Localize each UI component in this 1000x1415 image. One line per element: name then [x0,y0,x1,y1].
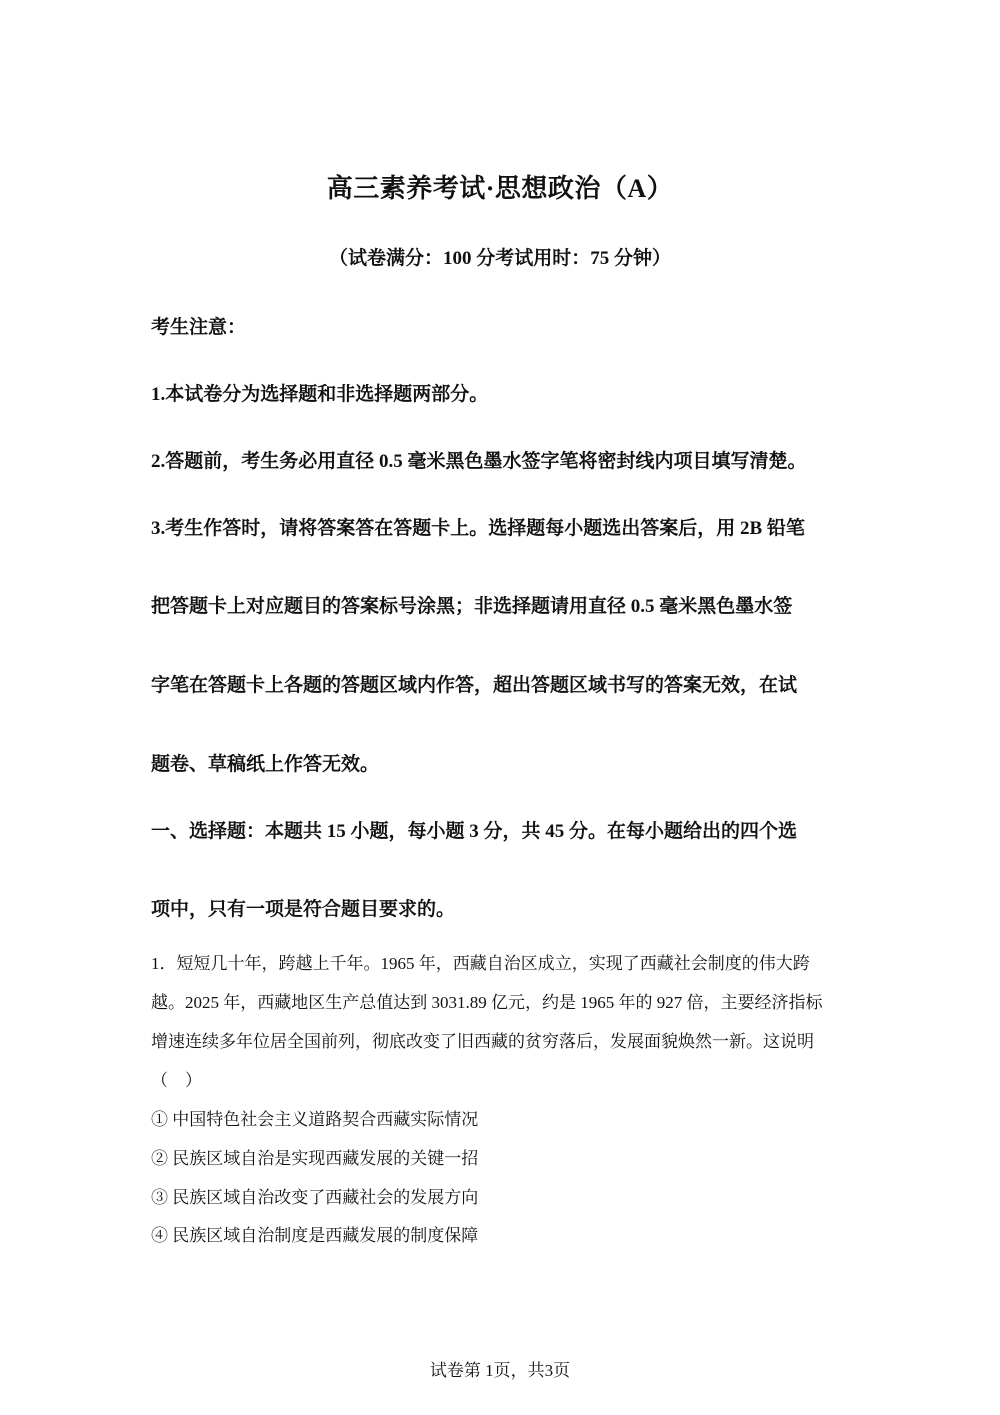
notice-item-3-line-1: 3.考生作答时，请将答案答在答题卡上。选择题每小题选出答案后，用 2B 铅笔 [151,518,805,539]
exam-subtitle: （试卷满分：100 分考试用时：75 分钟） [328,248,671,269]
notice-item-1: 1.本试卷分为选择题和非选择题两部分。 [151,384,489,405]
notice-heading: 考生注意： [151,317,247,338]
exam-title: 高三素养考试·思想政治（A） [326,174,674,203]
question-1-option-4: ④ 民族区域自治制度是西藏发展的制度保障 [151,1226,479,1245]
page-footer: 试卷第 1页，共3页 [429,1361,571,1380]
notice-item-2: 2.答题前，考生务必用直径 0.5 毫米黑色墨水签字笔将密封线内项目填写清楚。 [151,451,807,472]
notice-item-3-line-2: 把答题卡上对应题目的答案标号涂黑；非选择题请用直径 0.5 毫米黑色墨水签 [151,596,793,617]
question-1-option-1: ① 中国特色社会主义道路契合西藏实际情况 [151,1110,479,1129]
section-heading-line-1: 一、选择题：本题共 15 小题，每小题 3 分，共 45 分。在每小题给出的四个选 [151,821,798,842]
section-heading-line-2: 项中，只有一项是符合题目要求的。 [151,899,456,920]
question-1-stem-line-3: 增速连续多年位居全国前列，彻底改变了旧西藏的贫穷落后，发展面貌焕然一新。这说明 [151,1032,814,1051]
question-1-stem-line-1: 1．短短几十年，跨越上千年。1965 年，西藏自治区成立，实现了西藏社会制度的伟大跨 [151,954,810,973]
notice-item-3-line-3: 字笔在答题卡上各题的答题区域内作答，超出答题区域书写的答案无效，在试 [151,675,798,696]
notice-item-3-line-4: 题卷、草稿纸上作答无效。 [151,754,380,775]
question-1-answer-bracket: （ ） [151,1071,202,1090]
question-1-option-3: ③ 民族区域自治改变了西藏社会的发展方向 [151,1188,479,1207]
question-1-option-2: ② 民族区域自治是实现西藏发展的关键一招 [151,1149,479,1168]
question-1-stem-line-2: 越。2025 年，西藏地区生产总值达到 3031.89 亿元，约是 1965 年的 927 倍，主要经济指标 [151,993,823,1012]
